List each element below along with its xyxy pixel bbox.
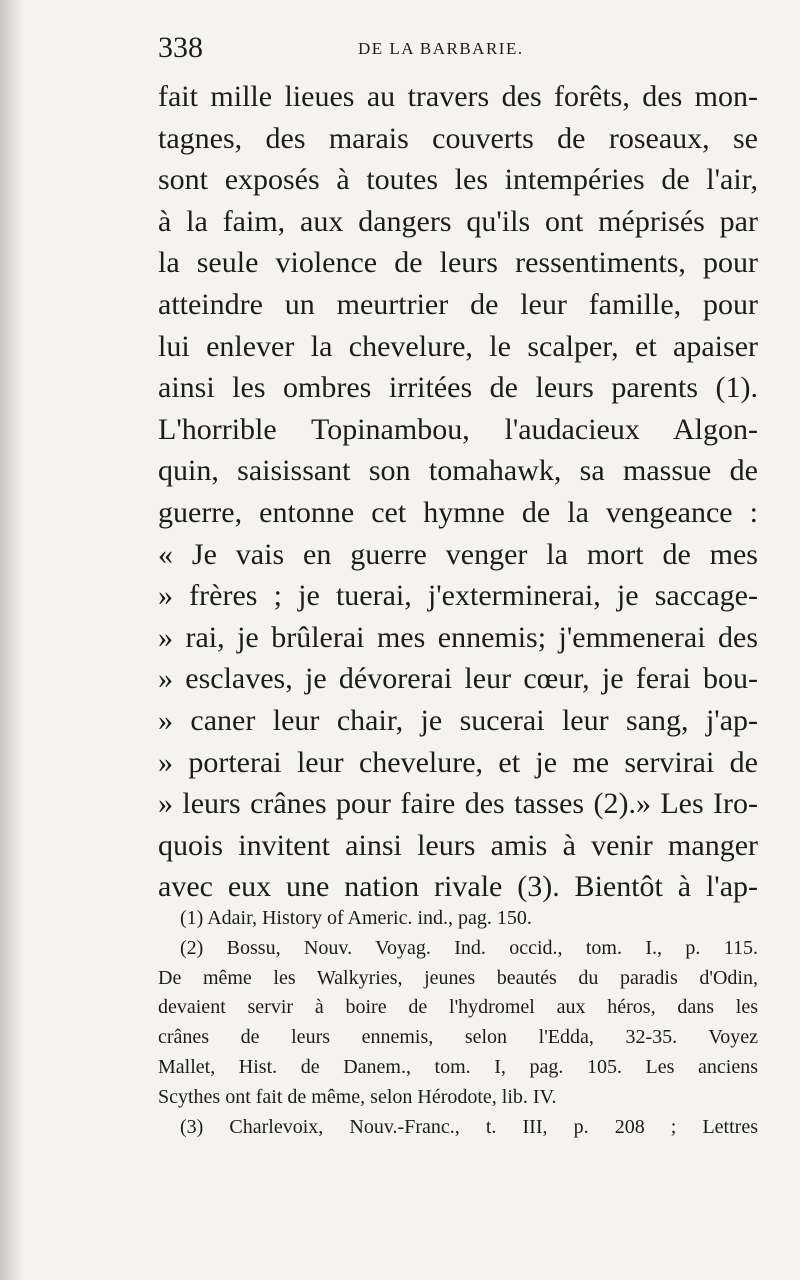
running-title: DE LA BARBARIE. <box>358 39 524 58</box>
footnote-line: De même les Walkyries, jeunes beautés du paradis d'Odin, <box>158 966 758 989</box>
text-line: fait mille lieues au travers des forêts, des mon- <box>158 80 758 113</box>
footnote-line: Scythes ont fait de même, selon Hérodote, lib. IV. <box>158 1085 557 1108</box>
text-line: quois invitent ainsi leurs amis à venir manger <box>158 828 758 862</box>
text-line: L'horrible Topinambou, l'audacieux Algon- <box>158 412 758 446</box>
text-line: » esclaves, je dévorerai leur cœur, je ferai bou- <box>158 662 758 696</box>
text-line: ainsi les ombres irritées de leurs parents (1). <box>158 371 758 405</box>
text-line: lui enlever la chevelure, le scalper, et apaiser <box>158 329 758 363</box>
text-line: avec eux une nation rivale (3). Bientôt à l'ap- <box>158 870 758 904</box>
footnotes <box>158 904 758 1142</box>
text-line: à la faim, aux dangers qu'ils ont méprisés par <box>158 204 758 238</box>
text-line: atteindre un meurtrier de leur famille, pour <box>158 287 758 321</box>
footnote-line: crânes de leurs ennemis, selon l'Edda, 32-35. Voyez <box>158 1026 758 1049</box>
text-line: » frères ; je tuerai, j'exterminerai, je saccage- <box>158 579 758 613</box>
text-line: » rai, je brûlerai mes ennemis; j'emmenerai des <box>158 620 758 654</box>
text-line: » leurs crânes pour faire des tasses (2).» Les Iro- <box>158 787 758 821</box>
text-line: sont exposés à toutes les intempéries de l'air, <box>158 163 758 197</box>
text-line: la seule violence de leurs ressentiments, pour <box>158 246 758 280</box>
footnote-2: (2) Bossu, Nouv. Voyag. Ind. occid., tom. I., p. 115. <box>180 936 758 959</box>
text-line: guerre, entonne cet hymne de la vengeance : <box>158 495 758 529</box>
footnote-line: devaient servir à boire de l'hydromel aux héros, dans les <box>158 996 758 1019</box>
text-line: « Je vais en guerre venger la mort de mes <box>158 537 758 571</box>
footnote-1: (1) Adair, History of Americ. ind., pag. 150. <box>180 907 532 929</box>
text-line: » porterai leur chevelure, et je me servirai de <box>158 745 758 779</box>
footnote-3: (3) Charlevoix, Nouv.-Franc., t. III, p. 208 ; Lettres <box>180 1115 758 1138</box>
page-gutter-shadow <box>0 0 24 1280</box>
main-text <box>158 76 758 908</box>
page-header <box>158 28 758 68</box>
text-line: tagnes, des marais couverts de roseaux, se <box>158 121 758 155</box>
page-number: 338 <box>158 31 203 64</box>
text-line: » caner leur chair, je sucerai leur sang, j'ap- <box>158 703 758 737</box>
footnote-line: Mallet, Hist. de Danem., tom. I, pag. 105. Les anciens <box>158 1055 758 1078</box>
text-line: quin, saisissant son tomahawk, sa massue de <box>158 454 758 488</box>
